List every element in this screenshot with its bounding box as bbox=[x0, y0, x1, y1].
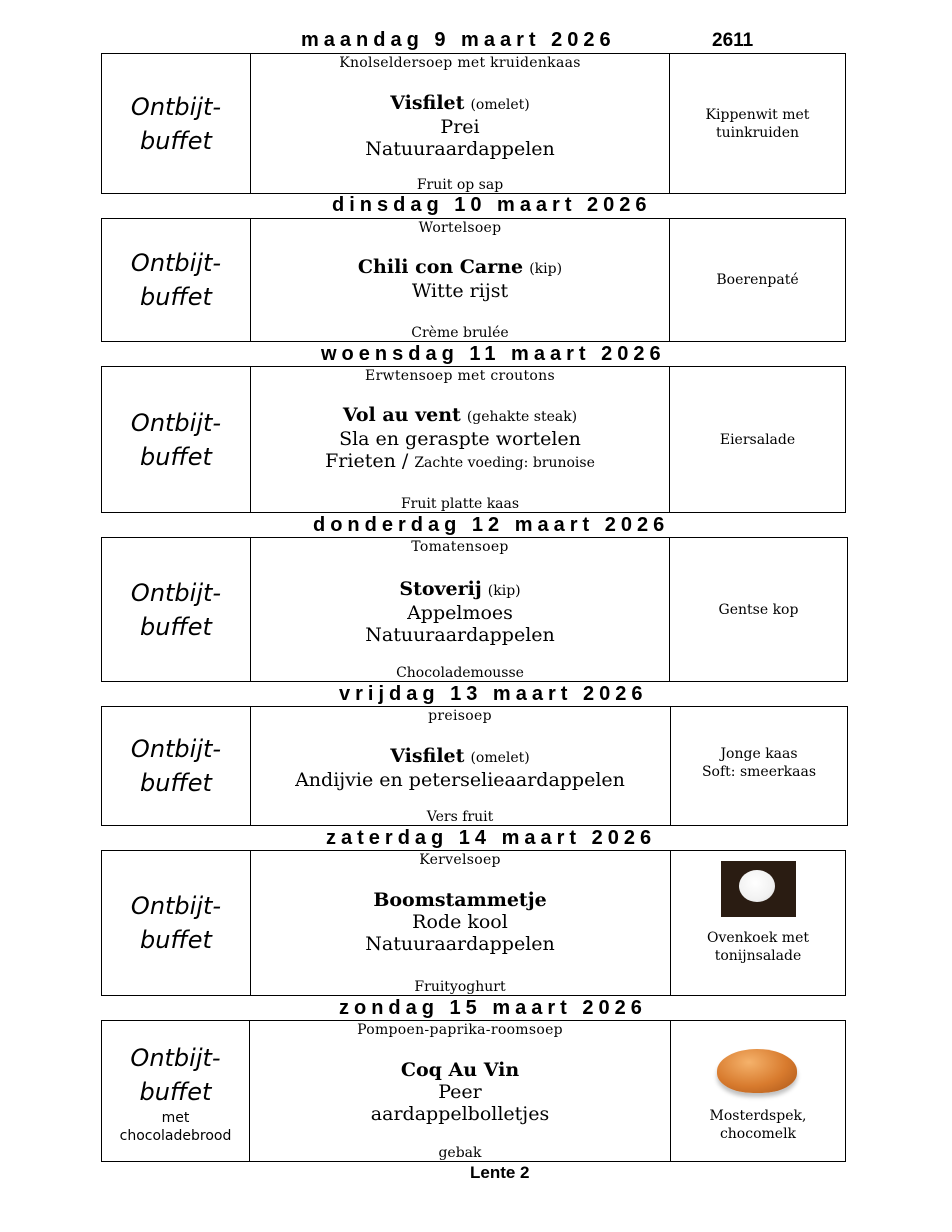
side-dish: Witte rijst bbox=[411, 280, 509, 302]
main-note: (kip) bbox=[487, 583, 521, 599]
main-course bbox=[250, 745, 670, 791]
main-dish: Stoverij bbox=[399, 578, 482, 600]
main-dish: Chili con Carne bbox=[357, 256, 524, 278]
main-course bbox=[250, 889, 670, 955]
breakfast-label: buffet bbox=[140, 283, 212, 311]
day-row-saturday bbox=[101, 850, 846, 996]
main-course bbox=[250, 256, 670, 302]
main-dish: Visfilet bbox=[390, 745, 465, 767]
evening-cell bbox=[669, 219, 845, 341]
breakfast-note: met bbox=[161, 1110, 190, 1126]
side-dish: aardappelbolletjes bbox=[370, 1103, 550, 1125]
breakfast-label: Ontbijt- bbox=[130, 578, 222, 607]
ovenkoek-photo bbox=[721, 861, 796, 917]
evening-cell bbox=[669, 538, 847, 681]
dessert: gebak bbox=[438, 1145, 482, 1161]
side-dish: Prei bbox=[440, 116, 480, 138]
evening-cell bbox=[670, 1021, 845, 1161]
breakfast-cell bbox=[102, 851, 251, 995]
week-code: 2611 bbox=[712, 30, 754, 51]
main-course bbox=[250, 1059, 670, 1125]
side-dish: Sla en geraspte wortelen bbox=[339, 428, 581, 450]
main-note: (gehakte steak) bbox=[466, 409, 578, 425]
footer-label: Lente 2 bbox=[470, 1163, 530, 1182]
soup: Knolseldersoep met kruidenkaas bbox=[339, 55, 581, 71]
breakfast-note: chocoladebrood bbox=[119, 1128, 232, 1144]
side-dish: Natuuraardappelen bbox=[365, 138, 555, 160]
main-dish: Vol au vent bbox=[342, 404, 461, 426]
side-dish: Andijvie en peterselieaardappelen bbox=[295, 769, 625, 791]
lunch-cell bbox=[250, 367, 670, 512]
evening-item: chocomelk bbox=[719, 1126, 797, 1142]
soup: Kervelsoep bbox=[419, 852, 501, 868]
soup: Wortelsoep bbox=[418, 220, 502, 236]
evening-item: Soft: smeerkaas bbox=[701, 764, 817, 780]
day-heading: maandag 9 maart 2026 bbox=[301, 29, 616, 51]
evening-item: Jonge kaas bbox=[720, 746, 798, 762]
breakfast-cell bbox=[102, 707, 251, 825]
side-dish: Natuuraardappelen bbox=[365, 933, 555, 955]
breakfast-label: buffet bbox=[140, 926, 212, 954]
main-course bbox=[250, 578, 670, 646]
day-heading: vrijdag 13 maart 2026 bbox=[339, 683, 648, 705]
breakfast-label: buffet bbox=[140, 769, 212, 797]
breakfast-label: buffet bbox=[139, 1078, 212, 1106]
evening-item: Gentse kop bbox=[718, 601, 799, 618]
main-note: (omelet) bbox=[470, 750, 530, 766]
dessert: Vers fruit bbox=[426, 809, 494, 825]
breakfast-label: Ontbijt- bbox=[130, 249, 222, 277]
day-row-wednesday bbox=[101, 366, 846, 513]
day-heading: dinsdag 10 maart 2026 bbox=[332, 194, 652, 216]
breakfast-label: buffet bbox=[140, 442, 212, 471]
dessert: Crème brulée bbox=[411, 325, 509, 341]
main-note: (kip) bbox=[529, 261, 563, 277]
evening-cell bbox=[669, 367, 845, 512]
soup: Tomatensoep bbox=[411, 539, 509, 555]
evening-item: Kippenwit met bbox=[705, 106, 810, 123]
evening-item: Boerenpaté bbox=[716, 272, 799, 288]
breakfast-label: Ontbijt- bbox=[130, 92, 222, 121]
soup: Erwtensoep met croutons bbox=[365, 368, 555, 384]
day-row-thursday bbox=[101, 537, 848, 682]
breakfast-cell bbox=[102, 1021, 250, 1161]
evening-item: Mosterdspek, bbox=[709, 1108, 807, 1124]
breakfast-cell bbox=[102, 367, 251, 512]
breakfast-cell bbox=[102, 538, 251, 681]
lunch-cell bbox=[250, 54, 670, 193]
lunch-cell bbox=[250, 219, 670, 341]
evening-cell bbox=[670, 707, 847, 825]
side-dish: Peer bbox=[438, 1081, 482, 1103]
dessert: Chocolademousse bbox=[396, 665, 524, 681]
bread-roll-photo bbox=[715, 1041, 801, 1099]
dessert: Fruit platte kaas bbox=[400, 496, 520, 512]
day-heading: zondag 15 maart 2026 bbox=[339, 997, 647, 1019]
day-row-friday bbox=[101, 706, 848, 826]
evening-cell bbox=[669, 54, 845, 193]
breakfast-label: Ontbijt- bbox=[130, 735, 222, 763]
soup: Pompoen-paprika-roomsoep bbox=[357, 1022, 563, 1038]
day-row-tuesday bbox=[101, 218, 846, 342]
evening-item: tonijnsalade bbox=[714, 948, 802, 964]
day-row-sunday bbox=[101, 1020, 846, 1162]
lunch-cell bbox=[250, 851, 670, 995]
day-row-monday bbox=[101, 53, 846, 194]
dessert: Fruit op sap bbox=[416, 177, 504, 193]
soup: preisoep bbox=[428, 708, 492, 724]
lunch-cell bbox=[250, 707, 670, 825]
evening-item: Eiersalade bbox=[719, 431, 796, 448]
lunch-cell bbox=[250, 538, 670, 681]
side-dish: Rode kool bbox=[412, 911, 508, 933]
lunch-cell bbox=[250, 1021, 670, 1161]
main-dish: Visfilet bbox=[390, 92, 465, 114]
breakfast-label: Ontbijt- bbox=[130, 408, 222, 437]
day-heading: zaterdag 14 maart 2026 bbox=[326, 827, 657, 849]
side-dish: Appelmoes bbox=[407, 602, 513, 624]
evening-cell bbox=[670, 851, 845, 995]
breakfast-label: buffet bbox=[140, 612, 212, 641]
breakfast-label: buffet bbox=[140, 126, 212, 155]
day-heading: woensdag 11 maart 2026 bbox=[321, 343, 666, 365]
dessert: Fruityoghurt bbox=[414, 979, 506, 995]
side-dish: Natuuraardappelen bbox=[365, 624, 555, 646]
breakfast-cell bbox=[102, 219, 251, 341]
breakfast-label: Ontbijt- bbox=[130, 892, 222, 920]
side-dish: Frieten / bbox=[325, 450, 409, 472]
main-dish: Boomstammetje bbox=[373, 889, 547, 911]
diet-note: Zachte voeding: brunoise bbox=[414, 455, 595, 471]
main-course bbox=[250, 404, 670, 474]
evening-item: Ovenkoek met bbox=[706, 930, 809, 946]
evening-item: tuinkruiden bbox=[715, 124, 800, 141]
breakfast-label: Ontbijt- bbox=[130, 1044, 221, 1072]
main-note: (omelet) bbox=[470, 97, 530, 113]
breakfast-cell bbox=[102, 54, 251, 193]
main-course bbox=[250, 92, 670, 160]
main-dish: Coq Au Vin bbox=[400, 1059, 520, 1081]
day-heading: donderdag 12 maart 2026 bbox=[313, 514, 670, 536]
